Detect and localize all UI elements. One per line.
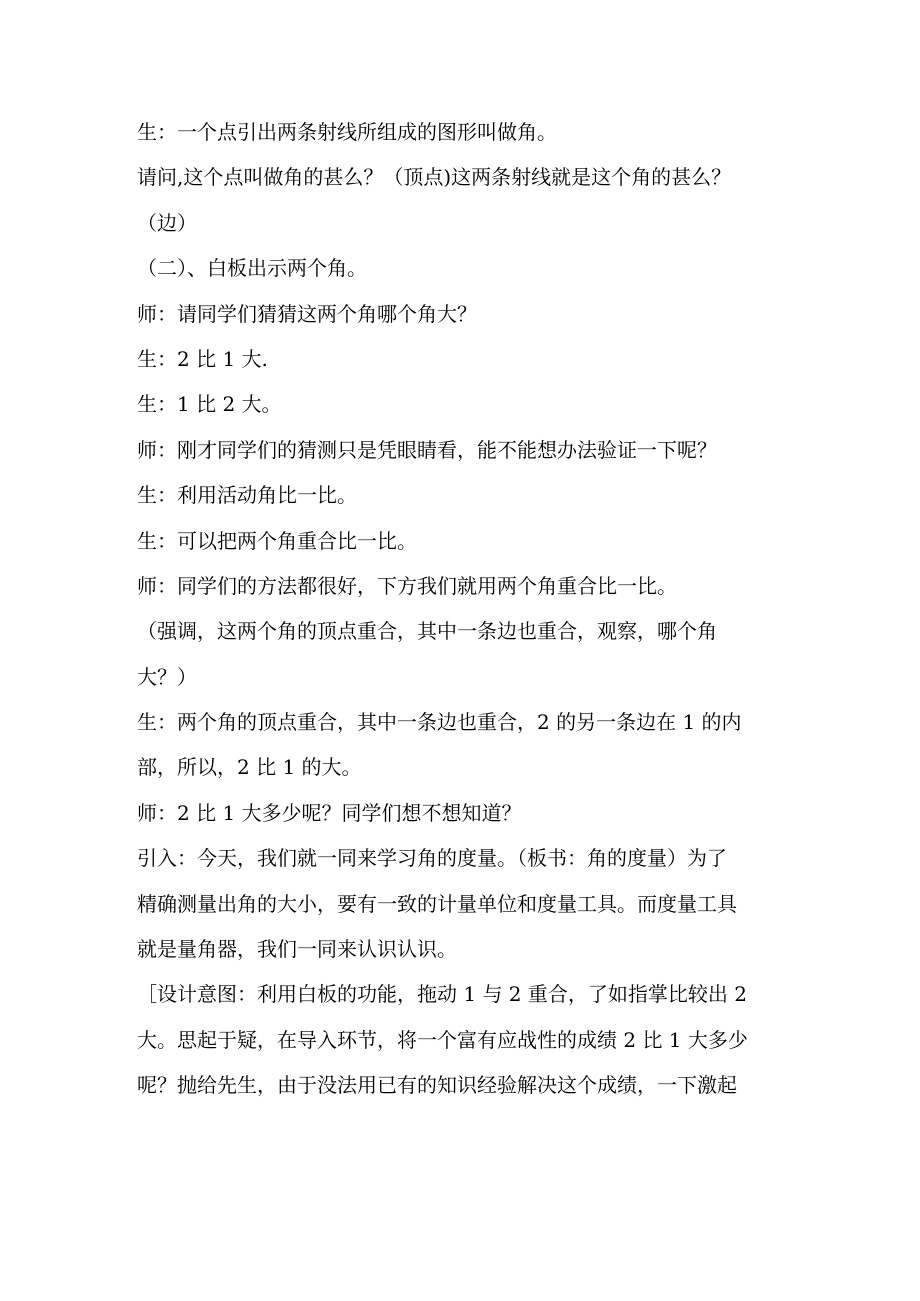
text-line: 引入：今天，我们就一同来学习角的度量。（板书：角的度量）为了 — [137, 846, 727, 871]
text-line: 师：2 比 1 大多少呢？同学们想不想知道？ — [137, 800, 522, 825]
text-line: 生：两个角的顶点重合，其中一条边也重合，2 的另一条边在 1 的内 — [137, 710, 742, 735]
text-line: （边） — [137, 210, 197, 235]
text-line: 生：2 比 1 大. — [137, 346, 268, 371]
design-intent-line: ［设计意图：利用白板的功能，拖动 1 与 2 重合，了如指掌比较出 2 — [137, 982, 747, 1007]
text-line: （强调，这两个角的顶点重合，其中一条边也重合，观察，哪个角 — [137, 619, 717, 644]
text-line: 请问,这个点叫做角的甚么？（顶点)这两条射线就是这个角的甚么？ — [137, 165, 732, 190]
text-line: 生：利用活动角比一比。 — [137, 483, 357, 508]
text-line: 师：同学们的方法都很好，下方我们就用两个角重合比一比。 — [137, 573, 677, 598]
document-body — [137, 110, 787, 1109]
section-heading: （二）、白板出示两个角。 — [137, 256, 367, 281]
design-intent-line: 呢？抛给先生，由于没法用已有的知识经验解决这个成绩，一下激起 — [137, 1073, 737, 1098]
text-line: 生：1 比 2 大。 — [137, 392, 282, 417]
text-line: 师：刚才同学们的猜测只是凭眼睛看，能不能想办法验证一下呢？ — [137, 437, 717, 462]
text-line: 生：可以把两个角重合比一比。 — [137, 528, 417, 553]
design-intent-line: 大。思起于疑，在导入环节，将一个富有应战性的成绩 2 比 1 大多少 — [137, 1027, 748, 1052]
text-line: 生：一个点引出两条射线所组成的图形叫做角。 — [137, 120, 557, 144]
text-line: 就是量角器，我们一同来认识认识。 — [137, 937, 457, 962]
text-line: 精确测量出角的大小，要有一致的计量单位和度量工具。而度量工具 — [137, 891, 737, 916]
text-line: 师：请同学们猜猜这两个角哪个角大？ — [137, 301, 477, 326]
text-line: 大？） — [137, 664, 197, 689]
text-line: 部，所以，2 比 1 的大。 — [137, 755, 362, 780]
